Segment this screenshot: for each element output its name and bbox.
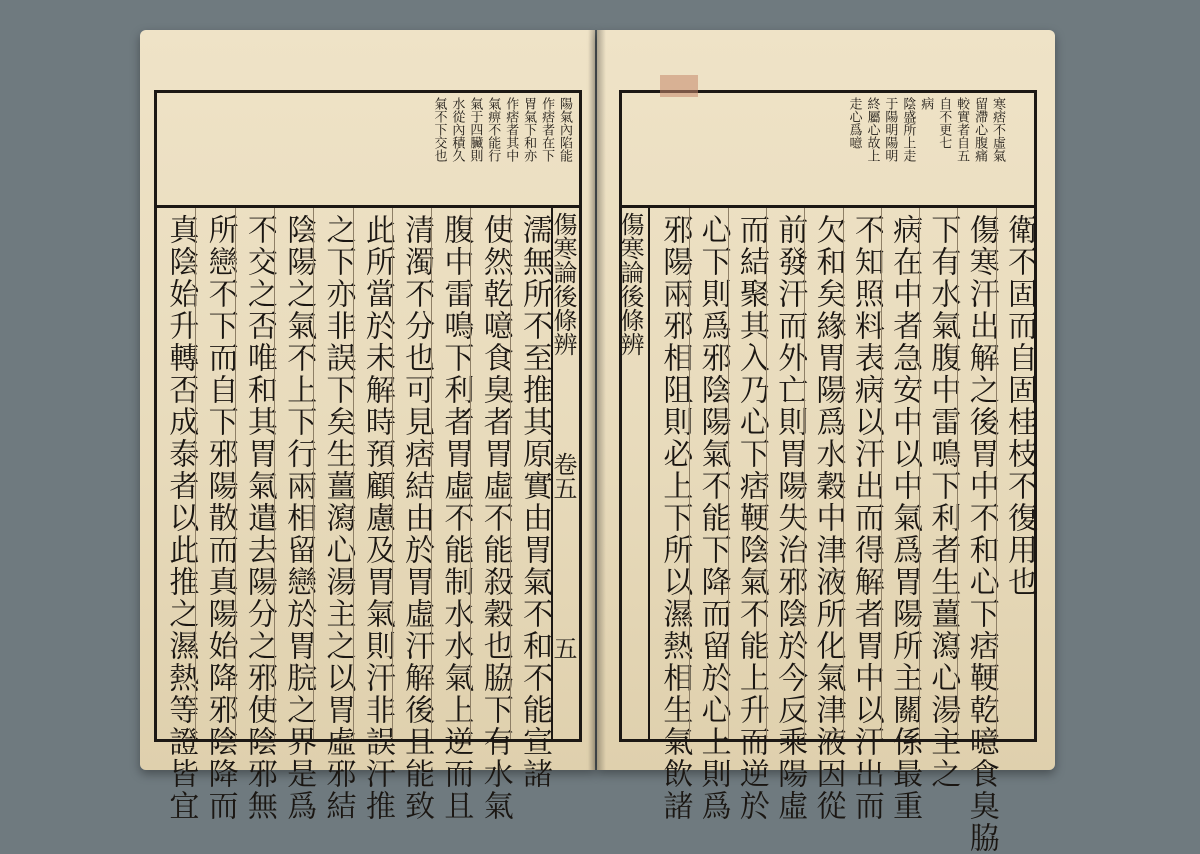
left-text-column: 濡無所不至推其原實由胃氣不和不能宣諸	[510, 208, 549, 739]
left-page	[140, 30, 595, 822]
left-head-notes	[157, 93, 579, 208]
right-head-note-line: 較實者自五	[954, 97, 970, 162]
left-page-frame	[154, 90, 582, 822]
right-page	[597, 30, 1055, 854]
book-gutter	[588, 30, 606, 770]
left-text-column: 不交之否唯和其胃氣遣去陽分之邪使陰邪無	[235, 208, 274, 739]
folio-number: 五	[549, 636, 577, 660]
left-head-note-line: 作痞者在下	[539, 97, 555, 162]
right-text-column: 下有水氣腹中雷鳴下利者生薑瀉心湯主之	[919, 208, 957, 739]
left-text-column: 之下亦非誤下矣生薑瀉心湯主之以胃虛邪結	[313, 208, 352, 739]
right-text-column: 前發汗而外亡則胃陽失治邪陰於今反乘陽虛	[766, 208, 804, 739]
volume-label: 卷五	[549, 452, 577, 500]
left-head-note-line: 陽氣內陷能	[557, 97, 572, 162]
right-head-note-line: 陰盛所上走	[900, 97, 916, 162]
right-text-column: 心下則爲邪陰陽氣不能下降而留於心上則爲	[689, 208, 727, 739]
right-fold-label	[616, 208, 650, 739]
left-fold-label	[551, 208, 581, 739]
left-text-column: 所戀不下而自下邪陽散而真陽始降邪陰降而	[195, 208, 234, 739]
right-text-column: 病在中者急安中以中氣爲胃陽所主關係最重	[881, 208, 919, 739]
right-head-note-line: 于陽明陽明	[882, 97, 898, 162]
right-head-note-line: 自不更七	[936, 97, 952, 149]
red-stamp-mark	[660, 75, 698, 97]
right-head-note-line: 終屬心故上	[864, 97, 880, 162]
left-head-note-line: 水從內積久	[449, 97, 465, 162]
right-text-column: 而結聚其入乃心下痞鞕陰氣不能上升而逆於	[728, 208, 766, 739]
right-head-note-line: 走心爲噫	[846, 97, 862, 149]
right-head-note-line: 病	[918, 97, 934, 110]
right-head-notes	[622, 93, 1034, 208]
left-text-column: 腹中雷鳴下利者胃虛不能制水水氣上逆而且	[431, 208, 470, 739]
left-head-note-line: 氣痹不能行	[485, 97, 501, 162]
left-head-note-line: 氣不下交也	[431, 97, 447, 162]
left-text-column: 清濁不分也可見痞結由於胃虛汗解後且能致	[392, 208, 431, 739]
open-book	[140, 30, 1055, 854]
right-book-title: 傷寒論後條辨	[616, 212, 644, 356]
left-text-column: 真陰始升轉否成泰者以此推之濕熱等證皆宜	[163, 214, 199, 822]
right-head-note-line: 留滯心腹痛	[972, 97, 988, 162]
right-text-column: 邪陽兩邪相阻則必上下所以濕熱相生氣飲諸	[657, 214, 693, 822]
right-text-column: 不知照料表病以汗出而得解者胃中以汗出而	[843, 208, 881, 739]
left-text-column: 此所當於未解時預顧慮及胃氣則汗非誤汗推	[353, 208, 392, 739]
right-text-column: 欠和矣緣胃陽爲水穀中津液所化氣津液因從	[804, 208, 842, 739]
left-head-note-line: 作痞者其中	[503, 97, 519, 162]
right-text-column: 傷寒汗出解之後胃中不和心下痞鞕乾噫食臭脇	[957, 208, 995, 739]
left-head-note-line: 氣于四臟則	[467, 97, 483, 162]
left-text-column: 陰陽之氣不上下行兩相留戀於胃脘之界是爲	[274, 208, 313, 739]
right-text-column: 衛不固而自固桂枝不復用也	[996, 208, 1034, 739]
right-page-frame	[616, 90, 1037, 854]
right-head-note-line: 寒痞不虛氣	[990, 97, 1005, 162]
left-text-column: 使然乾噫食臭者胃虛不能殺穀也脇下有水氣	[470, 208, 509, 739]
left-head-note-line: 胃氣下和亦	[521, 97, 537, 162]
left-book-title: 傷寒論後條辨	[549, 212, 577, 356]
